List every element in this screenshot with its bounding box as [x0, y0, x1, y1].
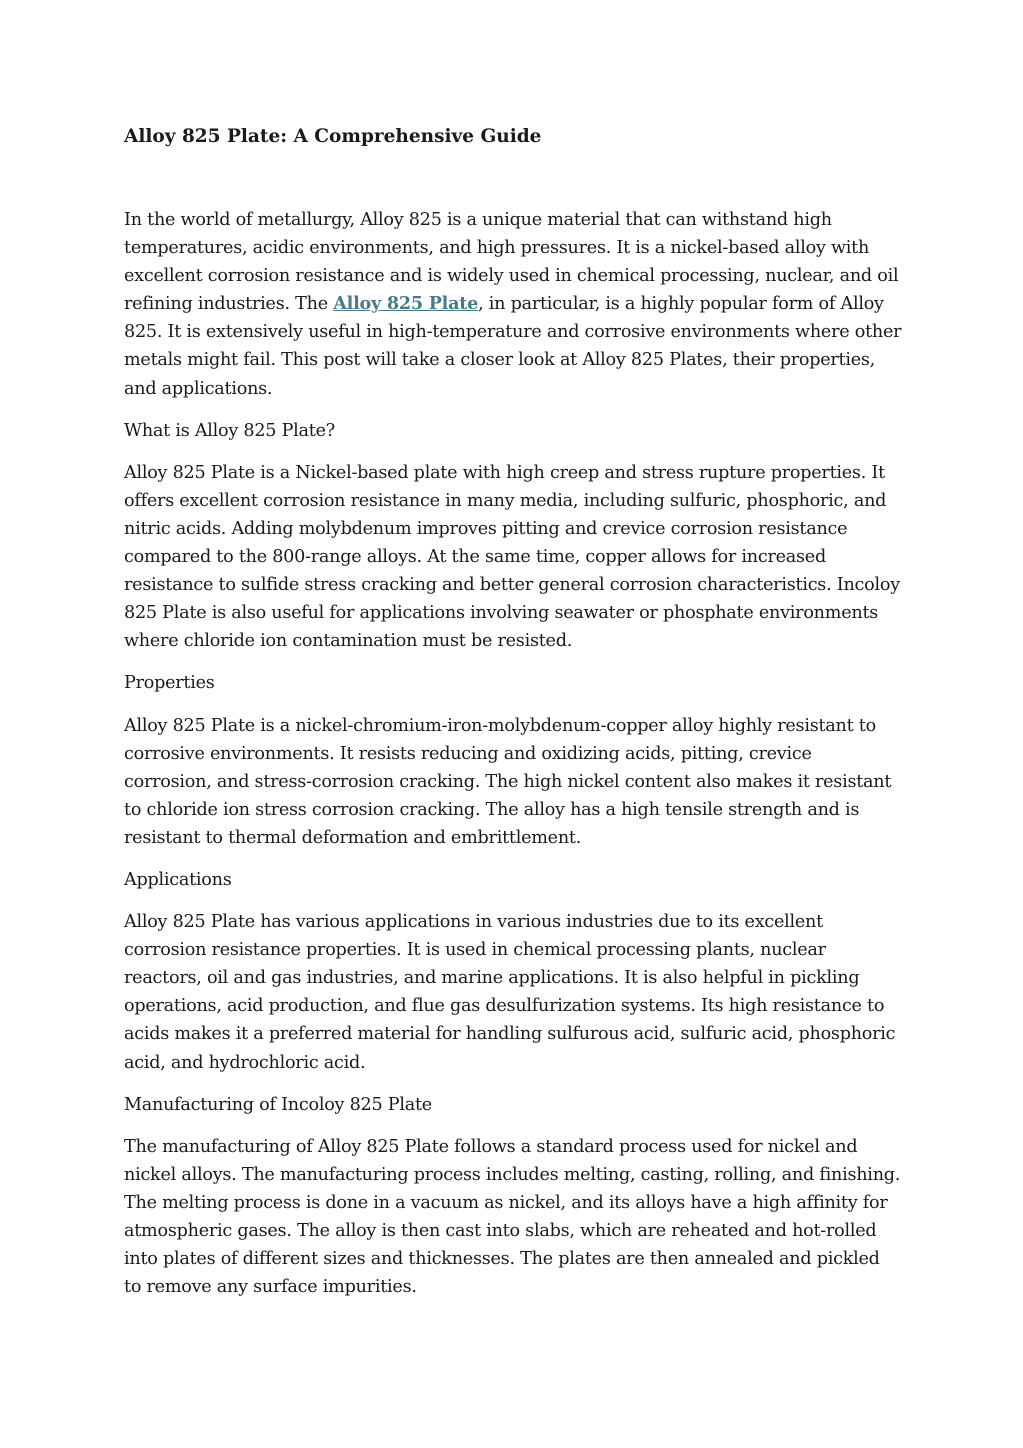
- document-body: [124, 206, 902, 1315]
- intro-paragraph: [124, 206, 902, 403]
- section-heading-manufacturing: Manufacturing of Incoloy 825 Plate: [124, 1094, 432, 1115]
- document-title: Alloy 825 Plate: A Comprehensive Guide: [124, 126, 542, 147]
- section-heading-properties: Properties: [124, 673, 215, 694]
- section-heading-applications: Applications: [124, 869, 232, 890]
- section-paragraph-properties: Alloy 825 Plate is a nickel-chromium-iron-molybdenum-copper alloy highly resistant to corrosive environments. It resists reducing and oxidizing acids, pitting, crevice corrosion, and stress-corrosion cracking. The high nickel content also makes it resistant to chloride ion stress corrosion cracking. The alloy has a high tensile strength and is resistant to thermal deformation and embrittlement.: [124, 715, 892, 848]
- section-paragraph-what-is: Alloy 825 Plate is a Nickel-based plate with high creep and stress rupture properties. It offers excellent corrosion resistance in many media, including sulfuric, phosphoric, and nitric acids. Adding molybdenum improves pitting and crevice corrosion resistance compared to the 800-range alloys. At the same time, copper allows for increased resistance to sulfide stress cracking and better general corrosion characteristics. Incoloy 825 Plate is also useful for applications involving seawater or phosphate environments where chloride ion contamination must be resisted.: [124, 462, 900, 652]
- section-paragraph-applications: Alloy 825 Plate has various applications in various industries due to its excellent corrosion resistance properties. It is used in chemical processing plants, nuclear reactors, oil and gas industries, and marine applications. It is also helpful in pickling operations, acid production, and flue gas desulfurization systems. Its high resistance to acids makes it a preferred material for handling sulfurous acid, sulfuric acid, phosphoric acid, and hydrochloric acid.: [124, 912, 896, 1073]
- alloy-825-plate-link[interactable]: Alloy 825 Plate: [333, 293, 479, 315]
- intro-text-after-link: , in particular, is a highly popular form of Alloy 825. It is extensively useful in high-temperature and corrosive environments where other metals might fail. This post will take a closer look at Alloy 825 Plates, their properties, and applications.: [124, 294, 902, 399]
- section-heading-what-is: What is Alloy 825 Plate?: [124, 420, 335, 441]
- section-paragraph-manufacturing: The manufacturing of Alloy 825 Plate follows a standard process used for nickel and nickel alloys. The manufacturing process includes melting, casting, rolling, and finishing. The melting process is done in a vacuum as nickel, and its alloys have a high affinity for atmospheric gases. The alloy is then cast into slabs, which are reheated and hot-rolled into plates of different sizes and thicknesses. The plates are then annealed and pickled to remove any surface impurities.: [124, 1136, 901, 1298]
- intro-text-before-link: In the world of metallurgy, Alloy 825 is a unique material that can withstand high temperatures, acidic environments, and high pressures. It is a nickel-based alloy with excellent corrosion resistance and is widely used in chemical processing, nuclear, and oil refining industries. The: [124, 210, 899, 315]
